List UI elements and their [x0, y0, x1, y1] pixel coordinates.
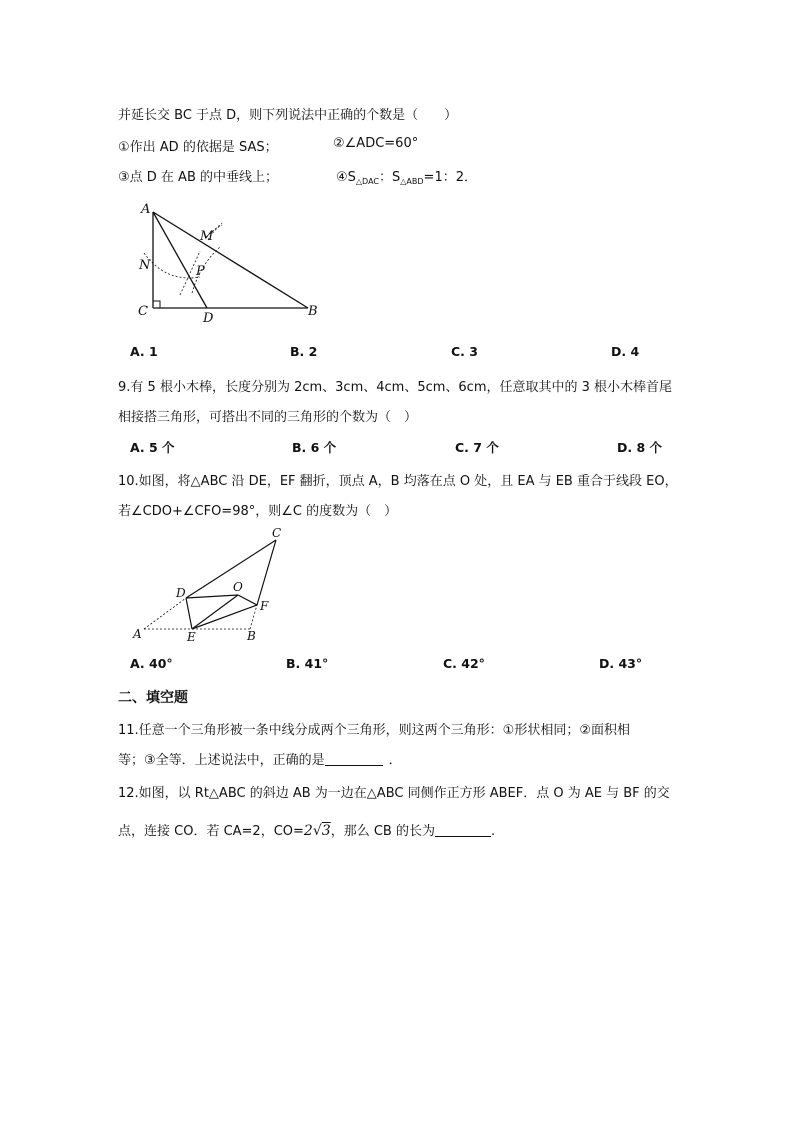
q10-option-a[interactable]: A. 40°: [130, 656, 173, 671]
q11-answer-blank[interactable]: [325, 753, 383, 766]
q8-s4-sub1: △DAC: [355, 177, 379, 186]
q10-label-D: D: [176, 586, 186, 600]
q11-stem-line-2: [118, 749, 402, 768]
section-title-fill-in: 二、填空题: [118, 690, 188, 706]
q8-label-B: B: [308, 304, 318, 319]
q11-line2-suffix: ．: [388, 753, 402, 768]
q8-s4-mid: ：S: [379, 170, 401, 185]
q8-statement-1: ①作出 AD 的依据是 SAS；: [118, 140, 278, 155]
q8-label-D: D: [203, 311, 214, 325]
q9-stem-line-1: 9.有 5 根小木棒，长度分别为 2cm、3cm、4cm、5cm、6cm，任意取其中的 3 根小木棒首尾: [118, 380, 673, 395]
q8-s4-sub2: △ABD: [400, 177, 424, 186]
co-coef: 2: [303, 823, 313, 839]
q8-option-c[interactable]: C. 3: [451, 344, 478, 359]
q10-label-F: F: [260, 599, 269, 613]
q9-option-b[interactable]: B. 6 个: [292, 440, 337, 455]
q8-label-N: N: [139, 258, 151, 273]
q8-option-a[interactable]: A. 1: [130, 344, 158, 359]
q10-label-C: C: [272, 526, 282, 540]
q8-statement-3: ③点 D 在 AB 的中垂线上；: [118, 170, 279, 185]
co-value-radical: 2√3: [303, 823, 331, 839]
q8-stem-line: 并延长交 BC 于点 D，则下列说法中正确的个数是（ ）: [118, 108, 458, 123]
q10-option-c[interactable]: C. 42°: [443, 656, 485, 671]
q12-line2-end: .: [490, 824, 496, 839]
q10-label-O: O: [233, 580, 243, 594]
q8-label-C: C: [138, 304, 148, 319]
q12-stem-line-2: [118, 820, 495, 839]
q10-fold-figure: [130, 523, 290, 648]
q8-statement-2: ②∠ADC=60°: [333, 136, 419, 151]
q12-stem-line-1: 12.如图，以 Rt△ABC 的斜边 AB 为一边在△ABC 同侧作正方形 ABEF．点 O 为 AE 与 BF 的交: [118, 786, 670, 801]
q8-s4-prefix: ④S: [336, 170, 356, 185]
q9-stem-line-2: 相接搭三角形，可搭出不同的三角形的个数为（ ）: [118, 410, 418, 425]
q8-statement-4: [336, 166, 477, 186]
q8-triangle-figure: [130, 195, 330, 325]
q8-option-b[interactable]: B. 2: [290, 344, 318, 359]
q10-label-A: A: [133, 627, 142, 641]
q10-label-B: B: [247, 629, 256, 643]
q12-answer-blank[interactable]: [435, 824, 491, 837]
q8-label-P: P: [196, 264, 205, 279]
q10-stem-line-1: 10.如图，将△ABC 沿 DE，EF 翻折，顶点 A，B 均落在点 O 处，且 EA 与 EB 重合于线段 EO，: [118, 474, 678, 489]
q8-label-A: A: [141, 202, 151, 217]
q10-option-b[interactable]: B. 41°: [286, 656, 329, 671]
q12-line2-suffix: ，那么 CB 的长为: [330, 824, 435, 839]
q12-line2-prefix: 点，连接 CO．若 CA=2，CO=: [118, 824, 304, 839]
q10-label-E: E: [187, 630, 196, 644]
q8-option-d[interactable]: D. 4: [611, 344, 640, 359]
q9-option-c[interactable]: C. 7 个: [455, 440, 499, 455]
q10-stem-line-2: 若∠CDO+∠CFO=98°，则∠C 的度数为（ ）: [118, 504, 398, 519]
q10-option-d[interactable]: D. 43°: [599, 656, 643, 671]
q11-line2-prefix: 等；③全等．上述说法中，正确的是: [118, 753, 325, 768]
q9-option-a[interactable]: A. 5 个: [130, 440, 175, 455]
q8-label-M: M: [200, 229, 214, 244]
q9-option-d[interactable]: D. 8 个: [617, 440, 663, 455]
co-root: 3: [321, 823, 331, 839]
q8-s4-suffix: =1：2．: [423, 170, 477, 185]
q11-stem-line-1: 11.任意一个三角形被一条中线分成两个三角形，则这两个三角形：①形状相同；②面积相: [118, 723, 630, 738]
